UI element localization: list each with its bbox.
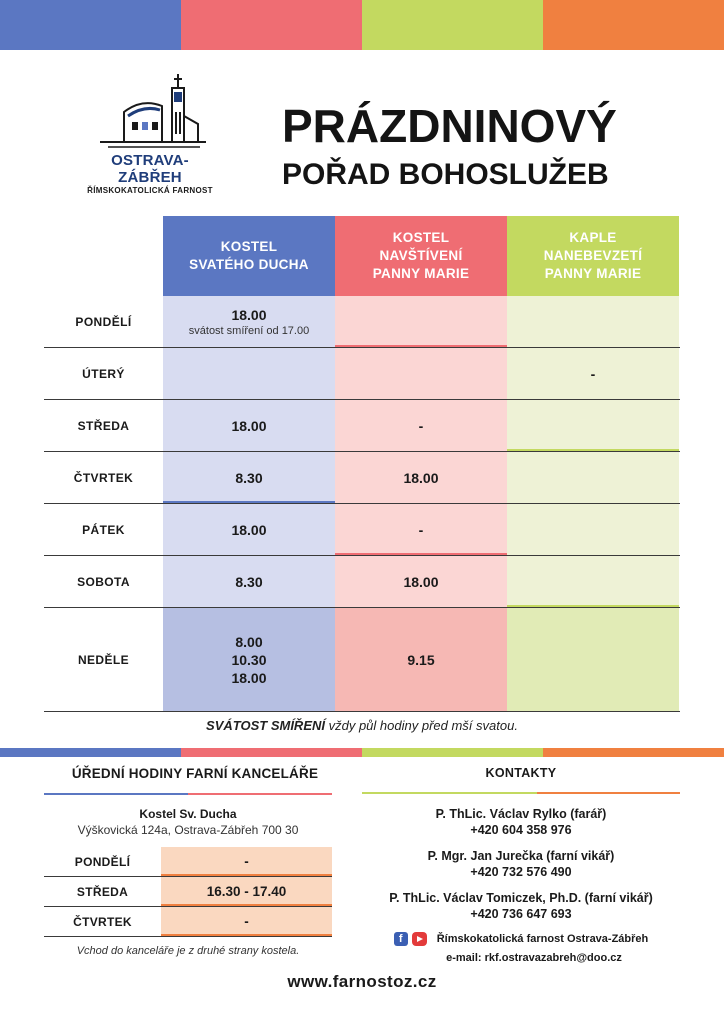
time-cell [335, 348, 507, 399]
top-color-bar [0, 0, 724, 50]
header-line: PANNY MARIE [544, 266, 642, 281]
office-time: 16.30 - 17.40 [161, 877, 332, 906]
schedule-row-monday [44, 296, 680, 348]
day-label: NEDĚLE [77, 652, 130, 667]
time-value: 10.30 [231, 651, 267, 668]
contact-name: P. Mgr. Jan Jurečka (farní vikář) [427, 849, 615, 863]
time-cell [507, 452, 679, 503]
parish-logo [80, 72, 220, 195]
confession-note [0, 718, 724, 733]
day-label: ÚTERÝ [82, 366, 125, 381]
time-value: 18.00 [231, 669, 267, 686]
social-links [362, 932, 680, 946]
contact-phone[interactable]: +420 736 647 693 [470, 907, 572, 921]
color-stripe-orange [543, 748, 724, 757]
time-cell: 8.30 [163, 556, 335, 607]
time-cell [507, 608, 679, 711]
schedule-row-wednesday [44, 400, 680, 452]
website-link[interactable]: www.farnostoz.cz [287, 972, 437, 991]
color-stripe-blue [0, 748, 181, 757]
header-church-visitation [335, 216, 507, 296]
schedule-row-saturday [44, 556, 680, 608]
color-stripe-red [181, 0, 362, 50]
contacts-title: KONTAKTY [485, 766, 557, 780]
title-line-2: POŘAD BOHOSLUŽEB [282, 158, 609, 191]
divider [362, 792, 680, 794]
time-cell [507, 504, 679, 555]
header-line: NAVŠTÍVENÍ [379, 248, 463, 263]
contact-person [362, 890, 680, 922]
church-icon [90, 72, 210, 150]
office-row [44, 907, 332, 937]
time-cell [163, 608, 335, 711]
page-title [282, 100, 617, 194]
youtube-icon[interactable] [412, 932, 427, 946]
time-cell: 18.00 [163, 400, 335, 451]
header-church-holy-spirit [163, 216, 335, 296]
office-row [44, 847, 332, 877]
time-value: 18.00 [231, 306, 267, 323]
contact-phone[interactable]: +420 604 358 976 [470, 823, 572, 837]
day-label: SOBOTA [77, 574, 130, 589]
time-cell: - [335, 400, 507, 451]
logo-subtitle: ŘÍMSKOKATOLICKÁ FARNOST [87, 186, 213, 195]
office-hours-title: ÚŘEDNÍ HODINY FARNÍ KANCELÁŘE [71, 766, 319, 781]
time-cell: 18.00 [335, 556, 507, 607]
time-cell: 18.00 [163, 504, 335, 555]
time-cell [507, 556, 679, 607]
header-line: SVATÉHO DUCHA [189, 257, 309, 272]
office-day: ČTVRTEK [73, 914, 132, 929]
schedule-header-row [44, 216, 680, 296]
time-cell: 8.30 [163, 452, 335, 503]
contact-person [362, 848, 680, 880]
office-row [44, 877, 332, 907]
time-cell [335, 296, 507, 347]
time-cell: - [335, 504, 507, 555]
middle-color-bar [0, 748, 724, 757]
time-cell [163, 296, 335, 347]
header-chapel-assumption [507, 216, 679, 296]
time-cell [507, 400, 679, 451]
time-value: 8.00 [235, 633, 263, 650]
color-stripe-orange [543, 0, 724, 50]
day-label: STŘEDA [77, 418, 130, 433]
contacts-section [362, 766, 680, 964]
day-label: ČTVRTEK [73, 470, 134, 485]
confession-text: vždy půl hodiny před mší svatou. [325, 718, 518, 733]
office-day: STŘEDA [76, 884, 129, 899]
schedule-table [44, 216, 680, 712]
time-cell: 9.15 [335, 608, 507, 711]
logo-name: OSTRAVA-ZÁBŘEH [111, 152, 189, 186]
header-line: KOSTEL [392, 230, 450, 245]
time-cell: - [507, 348, 679, 399]
color-stripe-green [362, 748, 543, 757]
office-entrance-note: Vchod do kanceláře je z druhé strany kostela. [76, 945, 300, 957]
office-place: Kostel Sv. Ducha [139, 807, 237, 821]
color-stripe-green [362, 0, 543, 50]
facebook-icon[interactable]: f [394, 932, 408, 946]
office-address: Výškovická 124a, Ostrava-Zábřeh 700 30 [77, 823, 299, 837]
time-cell [163, 348, 335, 399]
contact-phone[interactable]: +420 732 576 490 [470, 865, 572, 879]
header-line: KOSTEL [220, 239, 278, 254]
header-line: NANEBEVZETÍ [543, 248, 643, 263]
confession-bold: SVÁTOST SMÍŘENÍ [206, 718, 325, 733]
day-label: PÁTEK [82, 522, 125, 537]
header-line: PANNY MARIE [372, 266, 470, 281]
time-note: svátost smíření od 17.00 [188, 324, 310, 337]
social-label: Římskokatolická farnost Ostrava-Zábřeh [436, 933, 649, 945]
time-cell [507, 296, 679, 347]
divider [44, 793, 332, 795]
time-cell: 18.00 [335, 452, 507, 503]
office-hours-section [44, 766, 332, 957]
contact-name: P. ThLic. Václav Tomiczek, Ph.D. (farní vikář) [389, 891, 653, 905]
color-stripe-blue [0, 0, 181, 50]
title-line-1: PRÁZDNINOVÝ [282, 100, 617, 152]
contact-person [362, 806, 680, 838]
schedule-row-tuesday [44, 348, 680, 400]
header-day-column [44, 216, 163, 296]
office-day: PONDĚLÍ [74, 854, 131, 869]
color-stripe-red [181, 748, 362, 757]
office-time: - [161, 847, 332, 876]
contact-name: P. ThLic. Václav Rylko (farář) [435, 807, 607, 821]
header-line: KAPLE [569, 230, 617, 245]
schedule-row-thursday [44, 452, 680, 504]
day-label: PONDĚLÍ [75, 314, 132, 329]
office-hours-table [44, 847, 332, 937]
contact-email[interactable]: e-mail: rkf.ostravazabreh@doo.cz [446, 952, 622, 964]
office-time: - [161, 907, 332, 936]
schedule-row-sunday [44, 608, 680, 712]
schedule-row-friday [44, 504, 680, 556]
